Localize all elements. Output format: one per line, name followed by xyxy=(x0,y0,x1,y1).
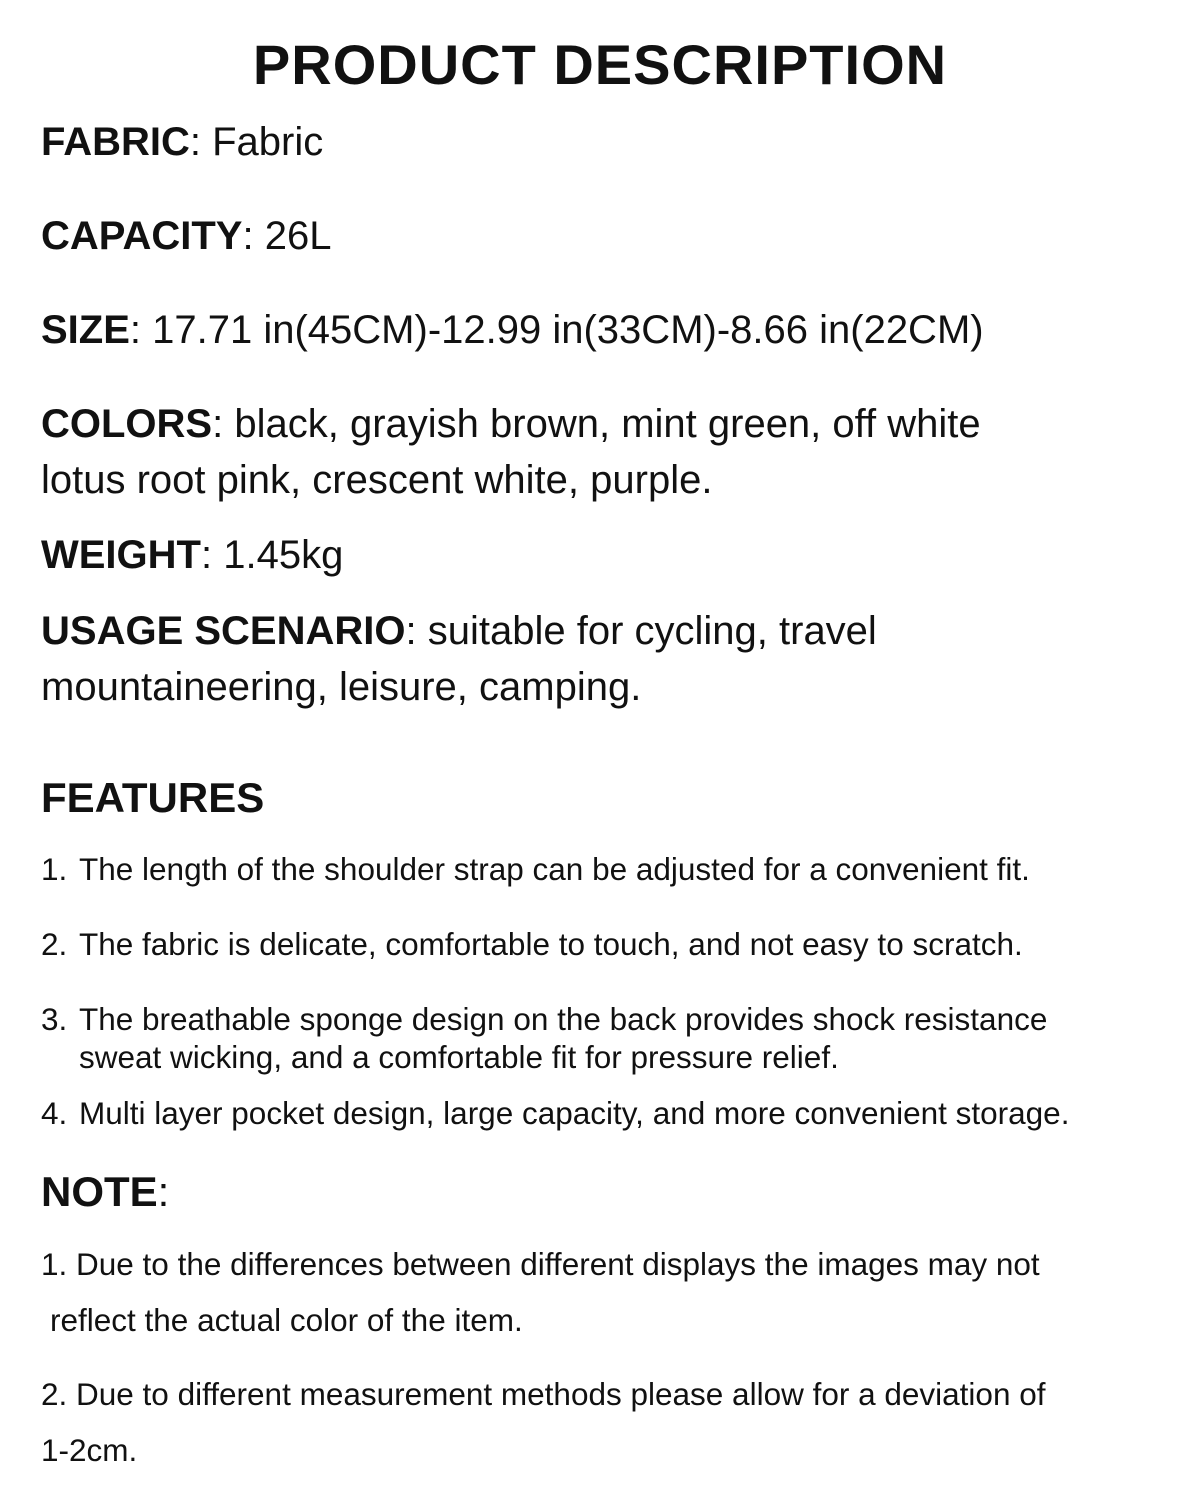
spec-usage-label: USAGE SCENARIO xyxy=(41,609,406,653)
spec-size-label: SIZE xyxy=(41,308,130,352)
spec-fabric-label: FABRIC xyxy=(41,120,190,164)
spec-capacity-label: CAPACITY xyxy=(41,214,243,258)
spec-fabric-value: Fabric xyxy=(212,120,324,164)
feature-item-4 xyxy=(41,1094,1176,1132)
note-item-2 xyxy=(41,1366,1171,1478)
spec-capacity: CAPACITY: 26L xyxy=(41,214,332,258)
feature-item-2 xyxy=(41,925,1176,963)
spec-usage: USAGE SCENARIO: suitable for cycling, travel mountaineering, leisure, camping. xyxy=(41,609,877,709)
spec-weight: WEIGHT: 1.45kg xyxy=(41,533,344,577)
feature-item-1 xyxy=(41,850,1176,888)
note-heading-label: NOTE xyxy=(41,1168,158,1215)
feature-item-3 xyxy=(41,1000,1176,1076)
feature-text: Multi layer pocket design, large capacity, and more convenient storage. xyxy=(79,1095,1070,1131)
spec-colors-value: black, grayish brown, mint green, off white xyxy=(234,402,981,446)
features-heading: FEATURES xyxy=(41,774,265,821)
spec-colors-label: COLORS xyxy=(41,402,213,446)
feature-number: 3. xyxy=(41,1001,68,1037)
spec-usage-value-line2: mountaineering, leisure, camping. xyxy=(41,665,642,709)
feature-text: The length of the shoulder strap can be adjusted for a convenient fit. xyxy=(79,851,1030,887)
feature-number: 4. xyxy=(41,1095,68,1131)
spec-capacity-value: 26L xyxy=(264,214,332,258)
note-item-1 xyxy=(41,1236,1171,1348)
spec-fabric: FABRIC: Fabric xyxy=(41,120,324,164)
page-title: PRODUCT DESCRIPTION xyxy=(252,33,948,96)
spec-colors: COLORS: black, grayish brown, mint green, off white lotus root pink, crescent white, purple. xyxy=(41,402,981,502)
feature-number: 1. xyxy=(41,851,68,887)
note-text-continued: 1-2cm. xyxy=(41,1432,138,1468)
feature-text: The breathable sponge design on the back provides shock resistance xyxy=(79,1001,1048,1037)
spec-size: SIZE: 17.71 in(45CM)-12.99 in(33CM)-8.66 in(22CM) xyxy=(41,308,984,352)
feature-text: The fabric is delicate, comfortable to touch, and not easy to scratch. xyxy=(79,926,1023,962)
note-text: 2. Due to different measurement methods please allow for a deviation of xyxy=(41,1376,1046,1412)
note-heading: NOTE: xyxy=(41,1168,170,1215)
spec-weight-label: WEIGHT xyxy=(41,533,201,577)
spec-weight-value: 1.45kg xyxy=(223,533,344,577)
spec-usage-value: suitable for cycling, travel xyxy=(427,609,877,653)
spec-colors-value-line2: lotus root pink, crescent white, purple. xyxy=(41,458,713,502)
note-text-continued: reflect the actual color of the item. xyxy=(50,1302,523,1338)
note-text: 1. Due to the differences between different displays the images may not xyxy=(41,1246,1040,1282)
spec-size-value: 17.71 in(45CM)-12.99 in(33CM)-8.66 in(22CM) xyxy=(152,308,984,352)
feature-text-continued: sweat wicking, and a comfortable fit for pressure relief. xyxy=(79,1039,839,1075)
feature-number: 2. xyxy=(41,926,68,962)
